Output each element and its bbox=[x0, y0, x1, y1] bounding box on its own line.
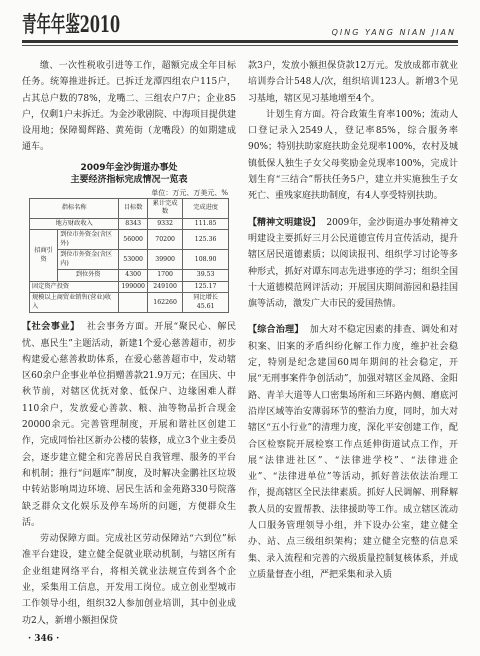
paragraph-demolition: 缴、一次性税收引进等工作，超额完成全年目标任务。统筹推进拆迁。已拆迁龙潭四组农户115户，占其总户数的78%，龙嘴二、三组农户7户；企业85户，仅剩1户未拆迁。为金沙歌剧院、中海项目提供建设用地；保障蜀辉路、黄苑街（龙嘴段）的如期建成通车。 bbox=[22, 61, 236, 153]
table-cell: 162260 bbox=[147, 293, 182, 313]
table-cell: 125.36 bbox=[183, 230, 229, 250]
table-cell: 9332 bbox=[147, 218, 182, 230]
table-title bbox=[22, 162, 236, 186]
table-cell: 8343 bbox=[119, 218, 148, 230]
table-cell: 111.85 bbox=[183, 218, 229, 230]
paragraph-labor: 劳动保障方面。完成社区劳动保障站“六到位”标准平台建设，建立健全促就业联动机制，与辖区所有企业组建网络平台，将相关就业法规宣传到各个企业，采集用工信息，开发用工岗位。成立创业型城市工作领导小组，组织32人参加创业培训，其中创业成功2人，新增小额担保贷 bbox=[22, 534, 236, 626]
logo-glyph: 青年年鉴2010 bbox=[22, 12, 120, 38]
table-cell: 1700 bbox=[147, 270, 182, 282]
table-cell: 249100 bbox=[147, 281, 182, 293]
table-row bbox=[30, 230, 229, 250]
table-cell: 4300 bbox=[119, 270, 148, 282]
header-rule-thin bbox=[22, 45, 458, 46]
table-cell: 108.90 bbox=[183, 250, 229, 270]
section-label-spirit: 【精神文明建设】 bbox=[248, 217, 321, 228]
table-cell: 70200 bbox=[147, 230, 182, 250]
table-cell: 53000 bbox=[119, 250, 148, 270]
section-social bbox=[22, 319, 236, 531]
header-rule bbox=[22, 40, 458, 43]
table-row bbox=[30, 270, 229, 282]
table-row bbox=[30, 281, 229, 293]
table-cell: 39.53 bbox=[183, 270, 229, 282]
section-text-spirit: 2009年，金沙街道办事处精神文明建设主要抓好三月公民道德宣传月宣传活动，提升辖区居民道德素质；以阅读报刊、组织学习讨论等多种形式，抓好对谭东同志先进事迹的学习；组织全国十大道德模范网评活动；开展国庆期间游园和悬挂国旗等活动，激发广大市民的爱国热情。 bbox=[248, 217, 458, 310]
section-text-social: 社会事务方面。开展“聚民心、解民忧、惠民生”主题活动，新建1个爱心慈善超市，初步构建爱心慈善救助体系，在爱心慈善超市中，发动辖区60余户企事业单位捐赠善款21.9万元；在国庆、中秋节前，对辖区优抚对象、低保户、边缘困难人群110余户，发放爱心善款、粮、油等物品折合现金20000余元。完善管理制度，开展和谐社区创建工作，完成同怡社区新办公楼的装修，成立3个业主委员会，逐步建立健全和完善居民自我管理、服务的平台和机制；推行“问题库”制度，及时解决金鹏社区垃圾中转站影响周边环境、居民生活和金苑路330号院落缺乏群众文化娱乐及停车场所的问题，方便群众生活。 bbox=[22, 322, 236, 528]
section-text-governance: 加大对不稳定因素的排查、调处和对积案、旧案的矛盾纠纷化解工作力度，维护社会稳定，特别是纪念建国60周年期间的社会稳定，开展“无刑事案件争创活动”，加强对辖区金凤路、金阳路、青羊大道等人口密集场所和三环路内侧、磨底河沿岸区域等治安薄弱环节的整治力度，同时，加大对辖区“五小行业”的清理力度，深化平安创建工作，配合区检察院开展检察工作点延伸街道试点工作，开展“法律进社区”、“法律进学校”、“法律进企业”、“法律进单位”等活动，抓好普法依法治理工作，提高辖区全民法律素质。抓好人民调解、刑释解教人员的安置帮教、法律援助等工作。成立辖区流动人口服务管理领导小组，并下设办公室，建立健全办、站、点三级组织架构；建立健全完整的信息采集、录入流程和完善的六级质量控制复核体系，并成立质量督查小组，严把采集和录入质 bbox=[248, 325, 458, 580]
left-column bbox=[22, 58, 236, 629]
table-cell: 地方财政收入 bbox=[30, 218, 119, 230]
section-label-social: 【社会事业】 bbox=[22, 322, 80, 333]
table-unit: 单位：万元、万美元、% bbox=[151, 188, 228, 197]
table-title-line2: 主要经济指标完成情况一览表 bbox=[70, 174, 188, 185]
masthead-logo bbox=[22, 6, 122, 40]
table-cell: 56000 bbox=[119, 230, 148, 250]
table-header-cell: 完成进度 bbox=[183, 198, 229, 218]
section-label-governance: 【综合治理】 bbox=[248, 325, 304, 336]
paragraph-family-planning: 计划生育方面。符合政策生育率100%；流动人口登记录入2549人，登记率85%，综合服务率90%；特别扶助家庭扶助金兑现率100%，农村及城镇低保人独生子女父母奖励金兑现率100%，完成计划生育“三结合”帮扶任务5户，建立并实施独生子女死亡、重残家庭扶助制度，有4人享受特别扶助。 bbox=[248, 109, 458, 202]
table-cell: 规模以上商贸业销售(营业)收入 bbox=[30, 293, 119, 313]
table-cell: 到位市外资金(含区外) bbox=[58, 230, 119, 250]
table-title-line1: 2009年金沙街道办事处 bbox=[80, 162, 178, 173]
page-number: · 346 · bbox=[28, 634, 60, 644]
economic-indicator-table bbox=[29, 198, 229, 314]
table-row bbox=[30, 250, 229, 270]
right-column bbox=[248, 58, 458, 583]
table-cell: 到位外资 bbox=[58, 270, 119, 282]
paragraph-continued: 款3户，发放小额担保贷款12万元。发放成都市就业培训券合计548人/次，组织培训123人。新增3个见习基地，辖区见习基地增至4个。 bbox=[248, 61, 458, 104]
section-spirit bbox=[248, 215, 458, 313]
table-row bbox=[30, 218, 229, 230]
yearbook-logo-icon bbox=[22, 6, 122, 40]
table-cell: 199000 bbox=[119, 281, 148, 293]
table-cell: 125.17 bbox=[183, 281, 229, 293]
running-title: QING YANG NIAN JIAN bbox=[331, 28, 456, 37]
section-governance bbox=[248, 322, 458, 583]
table-cell bbox=[119, 293, 148, 313]
table-cell: 固定资产投资 bbox=[30, 281, 119, 293]
economic-table-block bbox=[22, 162, 236, 314]
table-header-cell: 指标名称 bbox=[30, 198, 119, 218]
table-cell: 到位市外资金(含区内) bbox=[58, 250, 119, 270]
table-row bbox=[30, 293, 229, 313]
table-header-cell: 目标数 bbox=[119, 198, 148, 218]
table-header-cell: 累计完成数 bbox=[147, 198, 182, 218]
table-header-row bbox=[30, 198, 229, 218]
table-cell: 39900 bbox=[147, 250, 182, 270]
table-cell-group: 招商引资 bbox=[30, 230, 58, 282]
table-cell: 同比增长45.61 bbox=[183, 293, 229, 313]
